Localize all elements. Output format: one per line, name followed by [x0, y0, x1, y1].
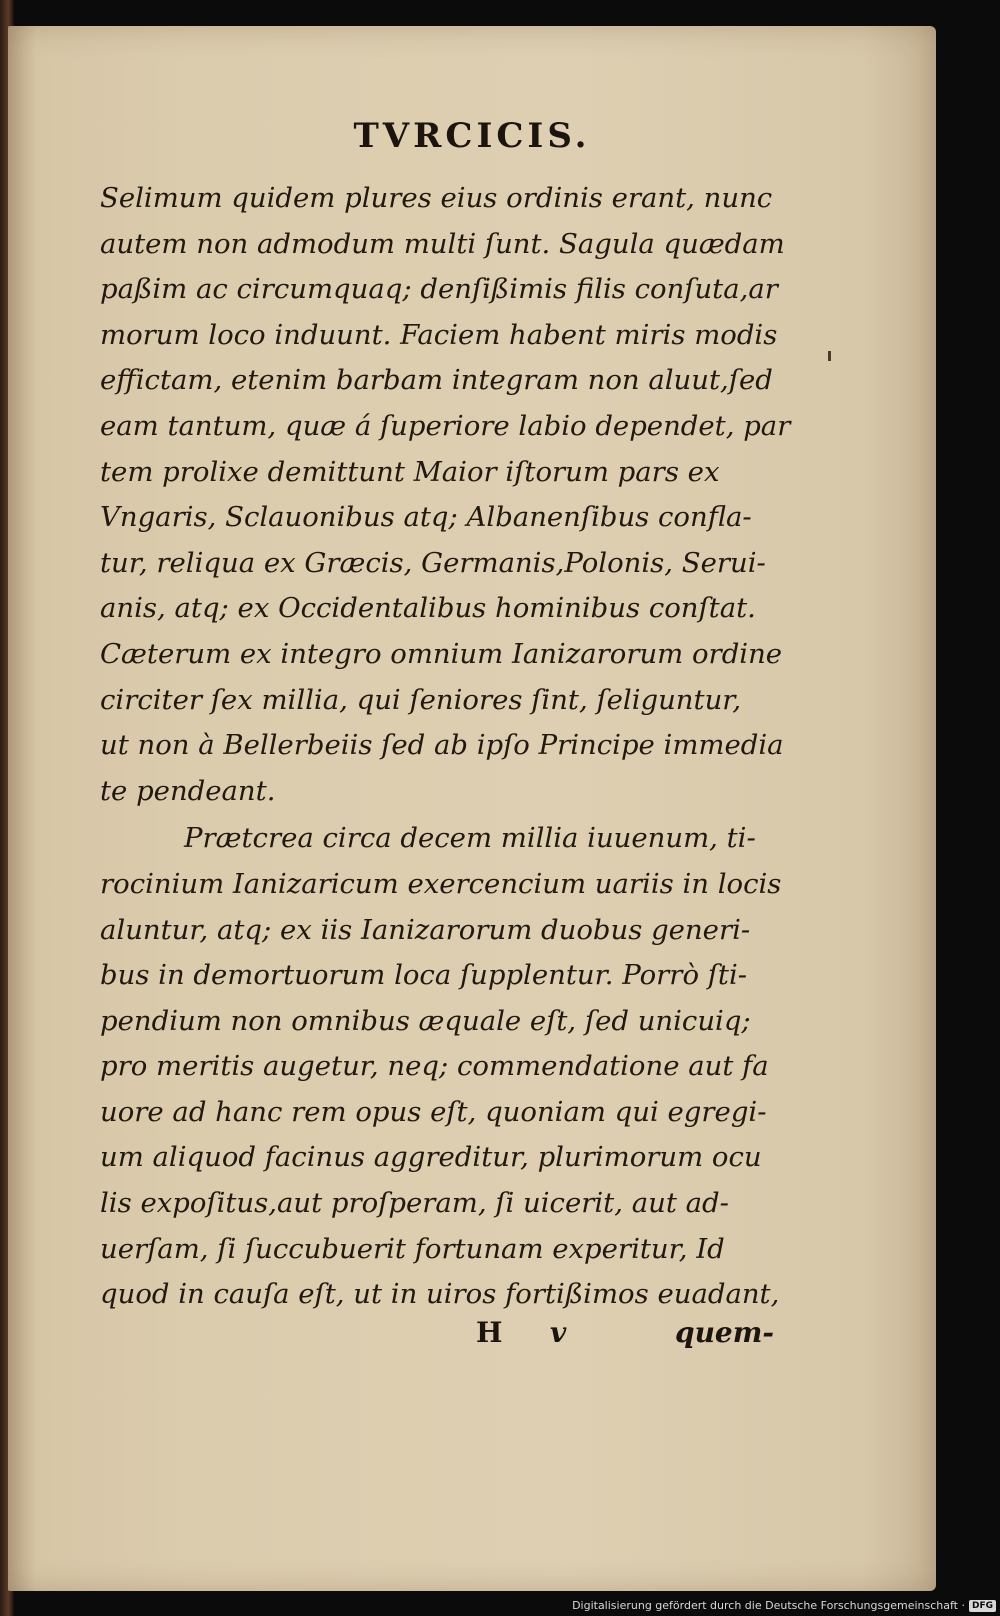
- text-line: Vngaris, Sclauonibus atq; Albanenſibus confla-: [100, 501, 752, 534]
- text-line: paßim ac circumquaq; denſißimis filis conſuta,ar: [100, 273, 778, 306]
- digitization-credit: [572, 1599, 996, 1612]
- credit-text: Digitalisierung gefördert durch die Deutsche Forschungsgemeinschaft ·: [572, 1599, 965, 1612]
- text-line: circiter ſex millia, qui ſeniores ſint, ſeliguntur,: [100, 683, 742, 716]
- dfg-logo-icon: DFG: [969, 1600, 996, 1612]
- margin-mark: [828, 351, 831, 361]
- running-head: TVRCICIS.: [353, 116, 591, 156]
- text-line: quod in cauſa eſt, ut in uiros fortißimos euadant,: [100, 1278, 780, 1311]
- text-line: effictam, etenim barbam integram non aluut,ſed: [100, 364, 773, 397]
- text-line: rocinium Ianizaricum exercencium uariis in locis: [100, 867, 782, 900]
- text-line: Selimum quidem plures eius ordinis erant, nunc: [100, 182, 773, 214]
- text-line: lis expoſitus,aut proſperam, ſi uicerit, aut ad-: [100, 1187, 729, 1220]
- text-line: autem non admodum multi ſunt. Sagula quædam: [100, 227, 785, 260]
- text-line: bus in demortuorum loca ſupplentur. Porrò ſti-: [100, 959, 748, 992]
- text-line: Cæterum ex integro omnium Ianizarorum ordine: [100, 637, 783, 670]
- text-line: tur, reliqua ex Græcis, Germanis,Polonis, Serui-: [100, 546, 766, 579]
- text-line: te pendeant.: [100, 774, 276, 807]
- body-text: [100, 176, 820, 1318]
- text-line: tem prolixe demittunt Maior iſtorum pars ex: [100, 455, 720, 488]
- text-line: pro meritis augetur, neq; commendatione aut fa: [100, 1050, 769, 1083]
- book-page: [8, 26, 936, 1591]
- text-line: pendium non omnibus æquale eſt, ſed unicuiq;: [100, 1004, 751, 1037]
- text-line: anis, atq; ex Occidentalibus hominibus conſtat.: [100, 592, 756, 625]
- text-line: eam tantum, quæ á ſuperiore labio dependet, par: [100, 409, 791, 442]
- signature-number: v: [550, 1316, 567, 1349]
- text-line: Prætcrea circa decem millia iuuenum, ti-: [184, 822, 756, 855]
- text-line: ut non à Bellerbeiis ſed ab ipſo Principe immedia: [100, 729, 784, 762]
- text-line: um aliquod facinus aggreditur, plurimorum ocu: [100, 1141, 762, 1174]
- catchword: quem-: [675, 1316, 774, 1349]
- signature-mark: H: [476, 1316, 503, 1349]
- text-line: morum loco induunt. Faciem habent miris modis: [100, 318, 778, 351]
- text-line: uore ad hanc rem opus eſt, quoniam qui egregi-: [100, 1095, 767, 1128]
- text-line: uerſam, ſi ſuccubuerit fortunam experitur, Id: [100, 1232, 725, 1265]
- text-line: aluntur, atq; ex iis Ianizarorum duobus generi-: [100, 913, 751, 946]
